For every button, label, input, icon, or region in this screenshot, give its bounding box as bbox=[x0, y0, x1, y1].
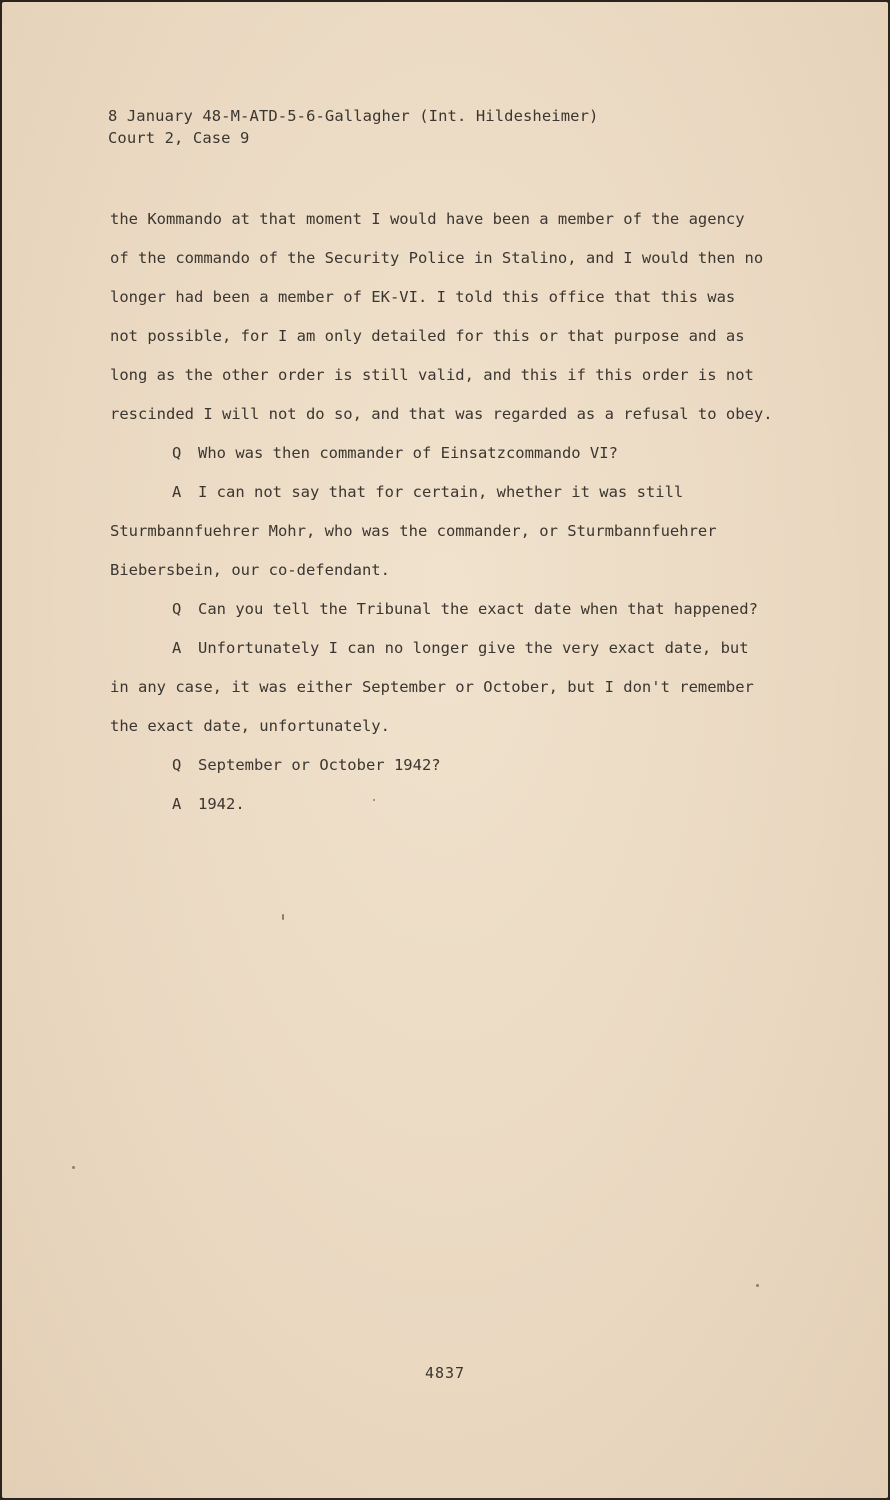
text-line: long as the other order is still valid, and this if this order is not bbox=[110, 366, 754, 384]
paper-speck bbox=[756, 1284, 759, 1287]
answer-line bbox=[110, 473, 810, 512]
answer-marker: A bbox=[172, 483, 182, 501]
question-text: Can you tell the Tribunal the exact date when that happened? bbox=[198, 600, 758, 618]
header-title: 8 January 48-M-ATD-5-6-Gallagher (Int. Hildesheimer) bbox=[108, 107, 599, 125]
text-line: Sturmbannfuehrer Mohr, who was the commander, or Sturmbannfuehrer bbox=[110, 522, 717, 540]
text-line: Biebersbein, our co-defendant. bbox=[110, 561, 390, 579]
text-line: not possible, for I am only detailed for this or that purpose and as bbox=[110, 327, 745, 345]
question-line bbox=[110, 746, 810, 785]
paper-speck bbox=[72, 1166, 75, 1169]
question-text: Who was then commander of Einsatzcommando VI? bbox=[198, 444, 618, 462]
document-header bbox=[108, 105, 598, 149]
question-marker: Q bbox=[172, 600, 182, 618]
transcript-body bbox=[110, 200, 810, 824]
answer-text: I can not say that for certain, whether it was still bbox=[198, 483, 684, 501]
answer-text: 1942. bbox=[198, 795, 245, 813]
answer-text: Unfortunately I can no longer give the very exact date, but bbox=[198, 639, 749, 657]
text-line: the Kommando at that moment I would have been a member of the agency bbox=[110, 210, 745, 228]
question-marker: Q bbox=[172, 444, 182, 462]
answer-marker: A bbox=[172, 639, 182, 657]
transcript-page bbox=[2, 2, 888, 1498]
question-marker: Q bbox=[172, 756, 182, 774]
text-line: longer had been a member of EK-VI. I told this office that this was bbox=[110, 288, 736, 306]
question-line bbox=[110, 590, 810, 629]
question-line bbox=[110, 434, 810, 473]
answer-marker: A bbox=[172, 795, 182, 813]
paper-speck bbox=[282, 914, 284, 920]
answer-line bbox=[110, 785, 810, 824]
answer-line bbox=[110, 629, 810, 668]
page-number: 4837 bbox=[424, 1364, 466, 1382]
text-line: rescinded I will not do so, and that was regarded as a refusal to obey. bbox=[110, 405, 773, 423]
question-text: September or October 1942? bbox=[198, 756, 441, 774]
text-line: of the commando of the Security Police in Stalino, and I would then no bbox=[110, 249, 764, 267]
text-line: in any case, it was either September or October, but I don't remember bbox=[110, 678, 754, 696]
header-court-case: Court 2, Case 9 bbox=[108, 129, 250, 147]
paper-speck bbox=[373, 799, 375, 801]
text-line: the exact date, unfortunately. bbox=[110, 717, 390, 735]
